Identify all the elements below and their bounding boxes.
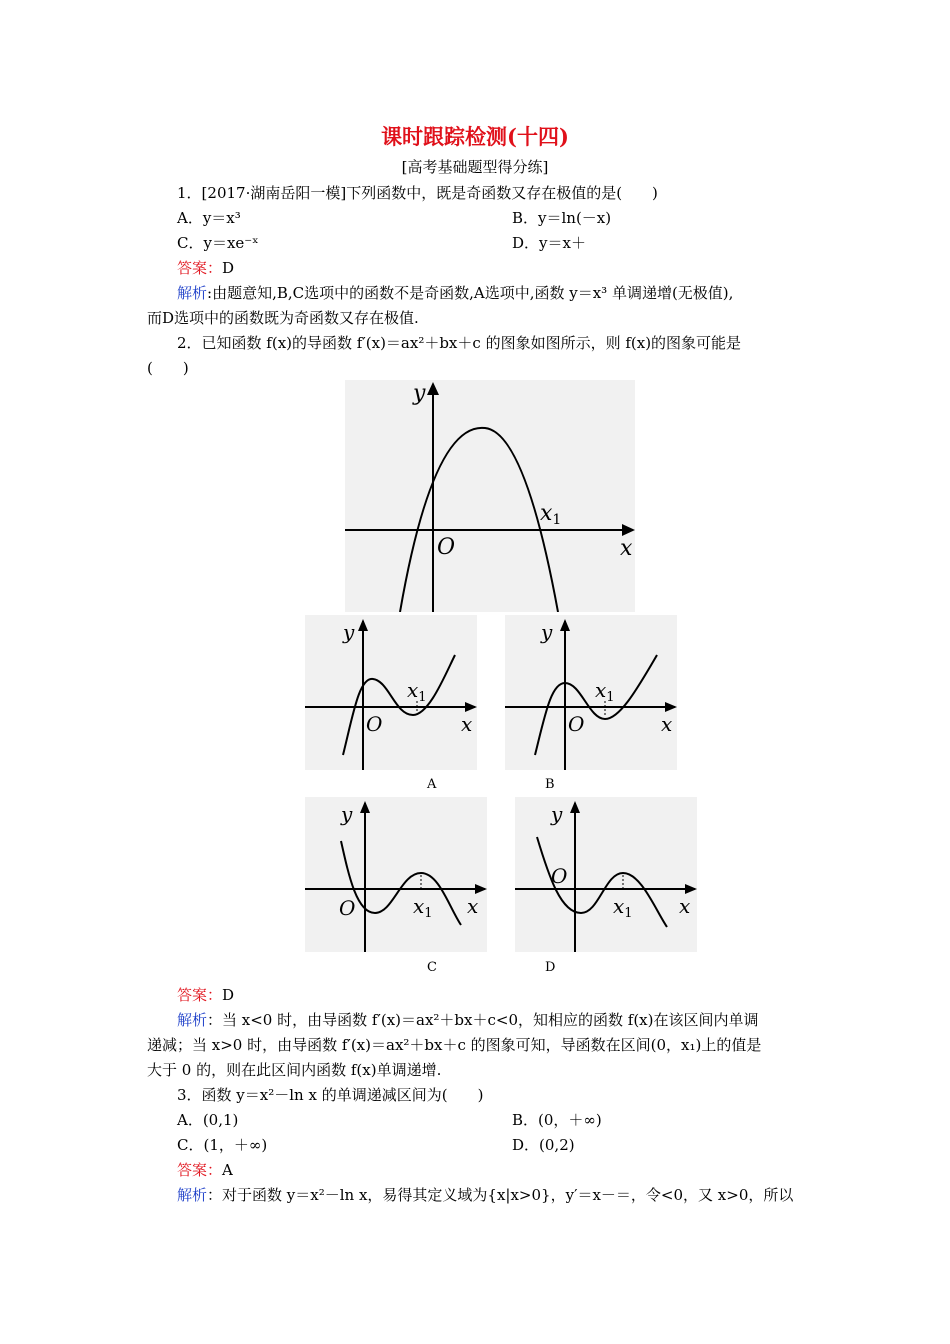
x-axis-arrow	[475, 884, 487, 894]
option-c-caption: C	[427, 960, 437, 975]
option-b-graph	[505, 615, 677, 770]
answer-value: A	[222, 1161, 233, 1179]
origin-label: O	[568, 712, 585, 736]
root-label: x1	[540, 501, 562, 528]
analysis-text: ：当 x<0 时，由导函数 f′(x)＝ax²＋bx＋c<0，知相应的函数 f(x)在该区间内单调	[207, 1011, 759, 1029]
analysis-label: 解析	[177, 1186, 208, 1204]
derivative-graph-figure	[345, 380, 635, 612]
q2-stem-line-1: 2．已知函数 f(x)的导函数 f′(x)＝ax²＋bx＋c 的图象如图所示，则 f(x)的图象可能是	[177, 334, 742, 352]
q2-analysis-line-2: 递减；当 x>0 时，由导函数 f′(x)＝ax²＋bx＋c 的图象可知，导函数在区间(0，x₁)上的值是	[147, 1036, 762, 1054]
answer-value: D	[222, 259, 235, 277]
option-a-caption: A	[427, 777, 437, 792]
y-axis-label: y	[343, 620, 355, 644]
section-subtitle: [高考基础题型得分练]	[401, 158, 549, 176]
q3-stem: 3．函数 y＝x²－ln x 的单调递减区间为( )	[177, 1086, 484, 1104]
q1-option-c: C．y＝xe⁻ˣ	[177, 234, 259, 252]
q3-option-b: B．(0，＋∞)	[512, 1111, 602, 1129]
root-label: $x_1$	[613, 894, 633, 921]
q3-option-a: A．(0,1)	[177, 1111, 239, 1129]
origin-label: O	[437, 535, 456, 560]
q2-stem-line-2: ( )	[147, 359, 189, 377]
origin-label: O	[551, 864, 568, 888]
x-axis-label: x	[679, 894, 691, 918]
option-c-graph	[305, 797, 487, 952]
option-a-graph	[305, 615, 477, 770]
x-axis-label: x	[661, 712, 673, 736]
option-d-caption: D	[545, 960, 556, 975]
option-c-curve	[341, 841, 461, 925]
q2-answer	[177, 985, 234, 1005]
y-axis-arrow	[560, 619, 570, 631]
x-axis-arrow	[685, 884, 697, 894]
x-axis-arrow	[622, 524, 635, 536]
root-label: $x_1$	[595, 678, 615, 705]
root-label: $x_1$	[407, 678, 427, 705]
y-axis-label: y	[551, 802, 563, 826]
root-label: $x_1$	[413, 894, 433, 921]
y-axis-arrow	[358, 619, 368, 631]
derivative-graph	[345, 380, 635, 612]
x-axis-arrow	[465, 702, 477, 712]
x-axis-arrow	[665, 702, 677, 712]
y-axis-label: y	[413, 381, 426, 406]
option-b-caption: B	[545, 777, 555, 792]
q1-analysis-line-1	[177, 283, 733, 303]
q3-analysis-line-1	[177, 1185, 793, 1205]
option-c-figure	[305, 797, 487, 952]
y-axis-label: y	[341, 802, 353, 826]
q3-option-c: C．(1，＋∞)	[177, 1136, 268, 1154]
q2-analysis-line-1	[177, 1010, 759, 1030]
option-d-graph	[515, 797, 697, 952]
q3-option-d: D．(0,2)	[512, 1136, 575, 1154]
q1-option-d: D．y＝x＋	[512, 234, 586, 252]
answer-label: 答案：	[177, 259, 223, 277]
x-axis-label: x	[467, 894, 479, 918]
y-axis-label: y	[541, 620, 553, 644]
origin-label: O	[366, 712, 383, 736]
option-a-curve	[343, 655, 455, 755]
q3-answer	[177, 1160, 233, 1180]
q2-analysis-line-3: 大于 0 的，则在此区间内函数 f(x)单调递增.	[147, 1061, 442, 1079]
x-axis-label: x	[620, 536, 633, 561]
answer-label: 答案：	[177, 986, 223, 1004]
parabola-curve	[400, 428, 558, 612]
analysis-text: :由题意知,B,C选项中的函数不是奇函数,A选项中,函数 y＝x³ 单调递增(无极值),	[207, 284, 734, 302]
analysis-label: 解析	[177, 1011, 208, 1029]
q1-stem: 1．[2017·湖南岳阳一模]下列函数中，既是奇函数又存在极值的是( )	[177, 184, 658, 202]
q1-option-b: B．y＝ln(－x)	[512, 209, 612, 227]
origin-label: O	[339, 896, 356, 920]
option-b-curve	[535, 655, 657, 755]
page-title: 课时跟踪检测(十四)	[381, 124, 569, 149]
y-axis-arrow	[427, 382, 439, 395]
analysis-label: 解析	[177, 284, 208, 302]
option-a-figure	[305, 615, 477, 770]
q1-option-a: A．y＝x³	[177, 209, 241, 227]
x-axis-label: x	[461, 712, 473, 736]
analysis-text: ：对于函数 y＝x²－ln x，易得其定义域为{x|x>0}，y′＝x－＝，令<0，又 x>0，所以	[207, 1186, 794, 1204]
option-d-figure	[515, 797, 697, 952]
y-axis-arrow	[570, 801, 580, 813]
answer-label: 答案：	[177, 1161, 223, 1179]
option-b-figure	[505, 615, 677, 770]
q1-analysis-line-2: 而D选项中的函数既为奇函数又存在极值.	[147, 309, 419, 327]
q1-answer	[177, 258, 234, 278]
answer-value: D	[222, 986, 235, 1004]
y-axis-arrow	[360, 801, 370, 813]
